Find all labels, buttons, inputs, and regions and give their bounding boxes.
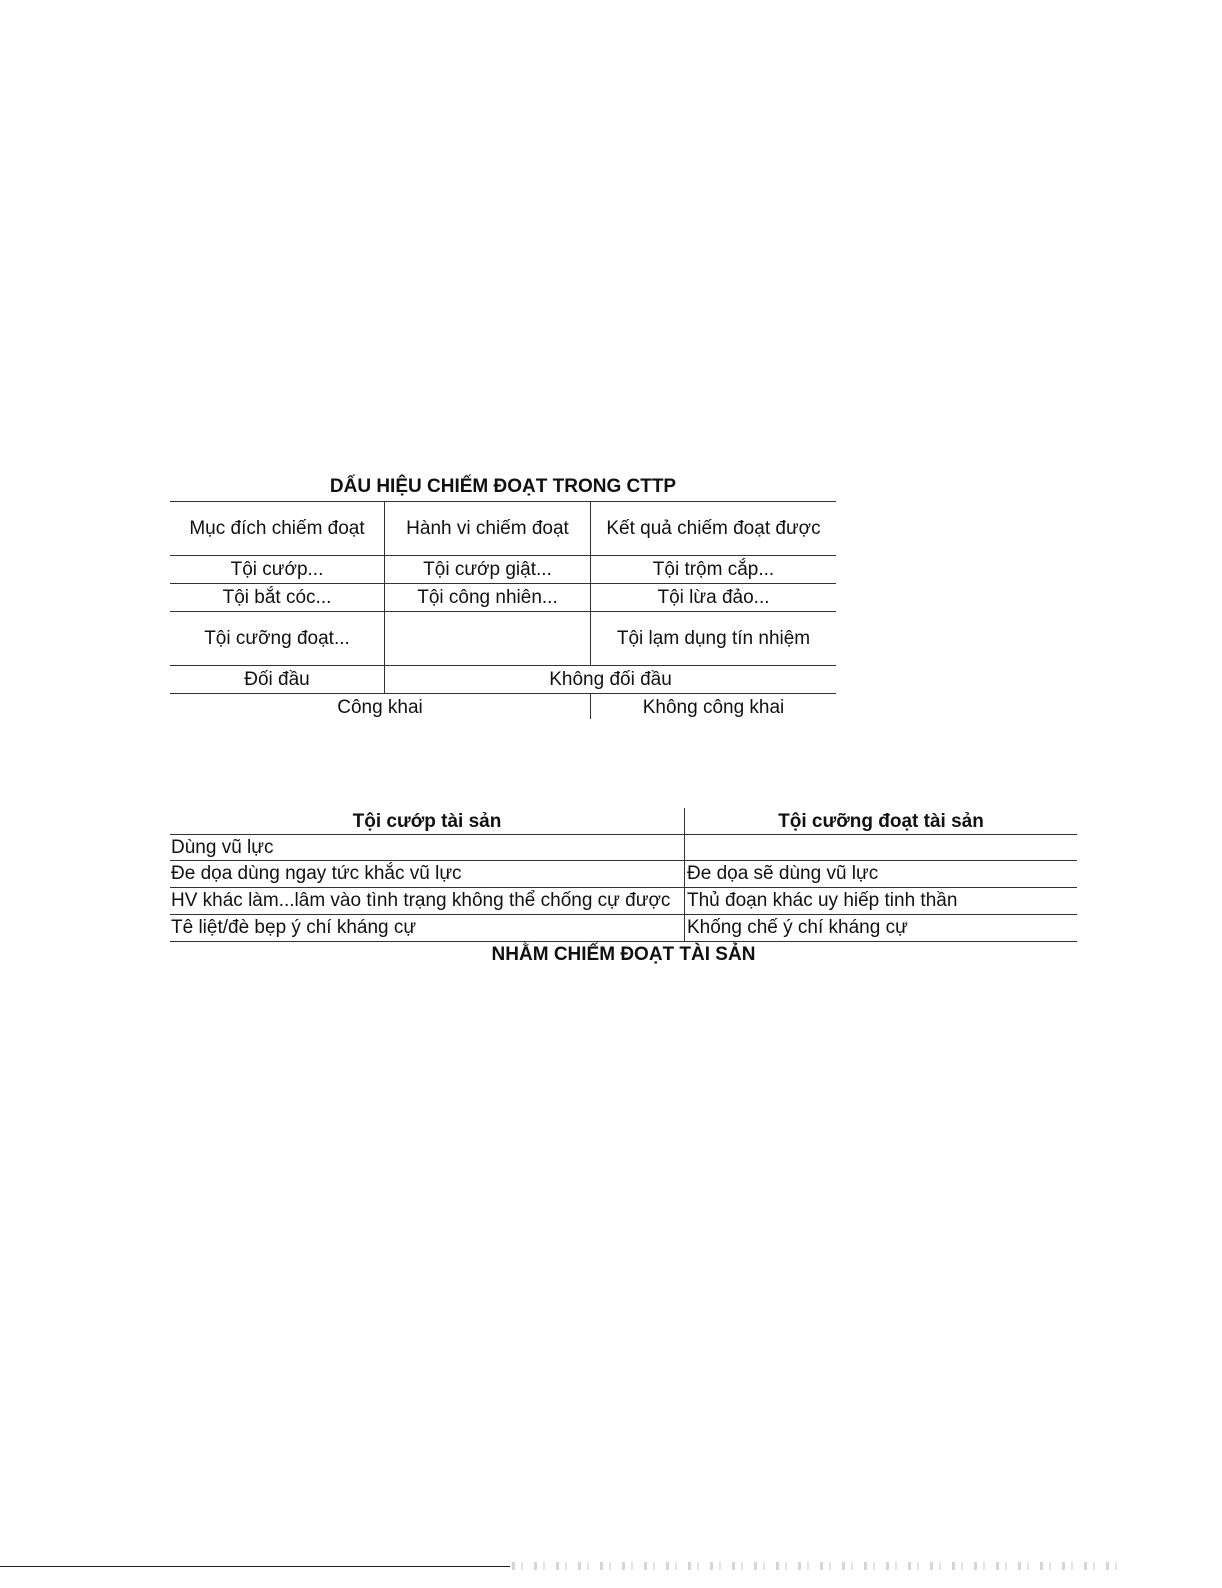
table1-cell: Tội công nhiên...: [417, 586, 558, 608]
table1-confrontation-right: Không đối đầu: [549, 668, 672, 690]
table1-cell: Tội cướp...: [230, 558, 324, 580]
page-bottom-rule: [0, 1566, 510, 1567]
table1-cell-empty: [385, 612, 590, 665]
table1-header-act: Hành vi chiếm đoạt: [406, 517, 569, 539]
table1-cell: Tội cưỡng đoạt...: [204, 627, 350, 649]
table2-cell-empty: [685, 835, 1077, 860]
table2-cell: Khống chế ý chí kháng cự: [687, 917, 908, 938]
table2-bottom-rule: [170, 941, 1077, 942]
table1-cell: Tội lừa đảo...: [657, 586, 770, 608]
table2-header-robbery: Tội cướp tài sản: [352, 810, 502, 832]
table1-cell: Tội lạm dụng tín nhiệm: [616, 627, 811, 649]
table2-cell: Thủ đoạn khác uy hiếp tinh thần: [687, 890, 958, 911]
table2-cell: Đe dọa sẽ dùng vũ lực: [687, 863, 879, 884]
table2-cell: Tê liệt/đè bẹp ý chí kháng cự: [171, 917, 417, 938]
table2-cell: HV khác làm...lâm vào tình trạng không thể chống cự được: [171, 890, 671, 911]
table1-publicity-left: Công khai: [337, 696, 423, 718]
table2-footer: NHẰM CHIẾM ĐOẠT TÀI SẢN: [491, 944, 756, 965]
table1-cell: Tội cướp giật...: [423, 558, 552, 580]
table2-cell: Đe dọa dùng ngay tức khắc vũ lực: [171, 863, 462, 884]
scan-artifact: [512, 1562, 1122, 1570]
table1-confrontation-left: Đối đầu: [244, 668, 310, 690]
table2-cell: Dùng vũ lực: [171, 836, 274, 858]
table1-header-purpose: Mục đích chiếm đoạt: [189, 517, 365, 539]
table1-publicity-right: Không công khai: [642, 696, 785, 718]
table2-header-extortion: Tội cưỡng đoạt tài sản: [778, 810, 984, 832]
table1-title: DẤU HIỆU CHIẾM ĐOẠT TRONG CTTP: [329, 476, 677, 497]
table1-cell: Tội trộm cắp...: [652, 558, 775, 580]
table1-cell: Tội bắt cóc...: [222, 586, 332, 608]
table1-header-result: Kết quả chiếm đoạt được: [606, 517, 821, 539]
